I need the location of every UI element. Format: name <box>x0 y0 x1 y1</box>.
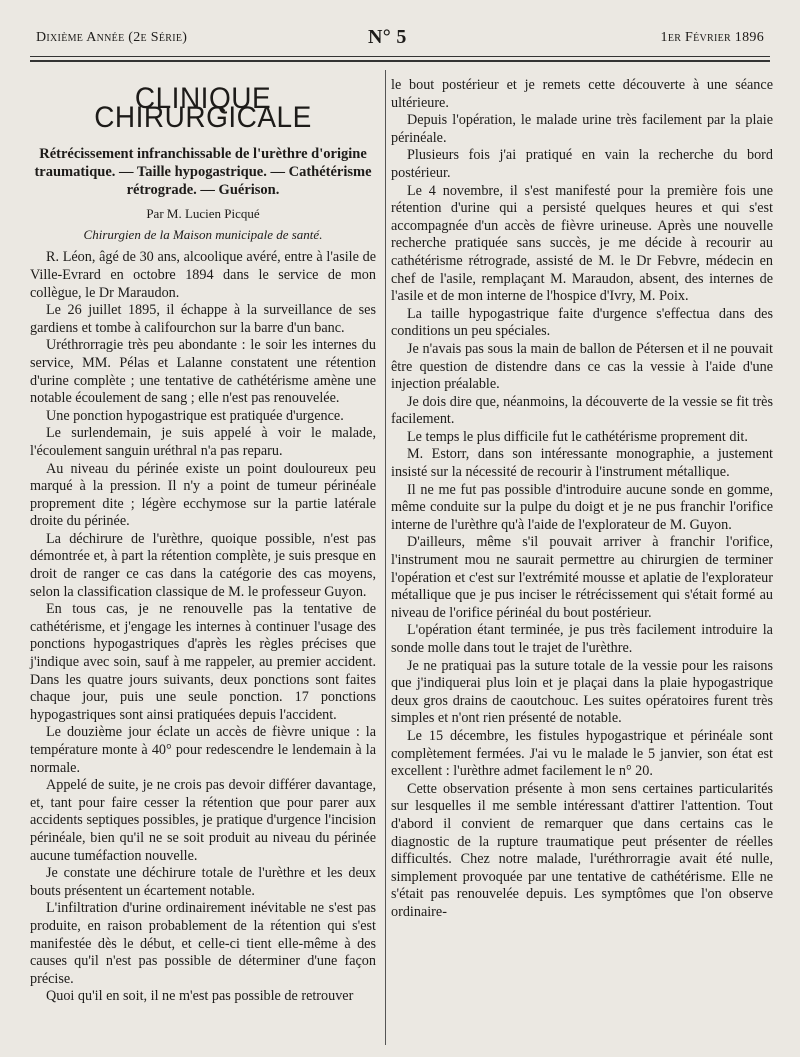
paragraph: Je ne pratiquai pas la suture totale de la vessie pour les raisons que j'indiquerai plus loin et je plaçai dans la plaie hypogastrique deux gros drains de caoutchouc. Les suites opératoires furent très simples et n'ont rien présenté de notable. <box>391 657 773 727</box>
paragraph: R. Léon, âgé de 30 ans, alcoolique avéré, entre à l'asile de Ville-Evrard en octobre 1894 dans le service de mon collègue, le Dr Maraudon. <box>30 249 376 301</box>
article-author: Par M. Lucien Picqué <box>146 206 260 222</box>
header-issue-number: N° 5 <box>368 26 407 48</box>
paragraph: M. Estorr, dans son intéressante monographie, a justement insisté sur la nécessité de recourir à l'instrument métallique. <box>391 446 773 481</box>
header-rule-thin <box>30 56 770 57</box>
right-column <box>391 77 773 922</box>
running-header <box>30 26 770 50</box>
paragraph: Il ne me fut pas possible d'introduire aucune sonde en gomme, même conduite sur la pulpe du doigt et je ne pus franchir l'orifice interne de l'urèthre qu'à l'aide de l'explorateur de M. Guyon. <box>391 481 773 533</box>
author-affiliation: Chirurgien de la Maison municipale de santé. <box>83 226 323 242</box>
paragraph: Le 26 juillet 1895, il échappe à la surveillance de ses gardiens et tombe à califourchon sur la barre d'un banc. <box>30 302 376 336</box>
paragraph: Le surlendemain, je suis appelé à voir le malade, l'écoulement sanguin uréthral n'a pas reparu. <box>30 425 376 459</box>
paragraph: D'ailleurs, même s'il pouvait arriver à franchir l'orifice, l'instrument mou ne saurait permettre au chirurgien de terminer l'opération et c'est sur l'extrémité mousse et aplatie de l'explorateur métallique que je pus inciser le rétrécissement qui s'était formé au niveau de l'orifice périnéal du bout postérieur. <box>391 534 773 621</box>
paragraph-continuation: le bout postérieur et je remets cette découverte à une séance ultérieure. <box>391 77 773 111</box>
paragraph: En tous cas, je ne renouvelle pas la tentative de cathétérisme, et j'engage les internes à continuer l'usage des ponctions hypogastriques d'après les règles précises que j'indique avec soin, sauf à me rappeler, au premier accident. Dans les quatre jours suivants, deux ponctions sont faites chaque jour, puis une seule ponction. 17 ponctions hypogastriques sont ainsi pratiquées depuis l'accident. <box>30 601 376 723</box>
paragraph: Depuis l'opération, le malade urine très facilement par la plaie périnéale. <box>391 112 773 146</box>
header-volume: Dixième Année (2e Série) <box>36 30 188 45</box>
paragraph: L'infiltration d'urine ordinairement inévitable ne s'est pas produite, en raison probablement de la rétention qui s'est manifestée dès le début, et celle-ci tient elle-même à des causes qu'il n'est pas possible de déterminer d'une façon précise. <box>30 900 376 987</box>
paragraph: Quoi qu'il en soit, il ne m'est pas possible de retrouver <box>46 988 354 1005</box>
paragraph: Appelé de suite, je ne crois pas devoir différer davantage, et, tant pour faire cesser la rétention que pour parer aux accidents septiques possibles, je pratique d'urgence l'incision périnéale, bien qu'il ne se soit produit au niveau du périnée aucune tuméfaction nouvelle. <box>30 777 376 864</box>
header-rule-thick <box>30 60 770 62</box>
left-column <box>30 78 376 1006</box>
paragraph: Le 15 décembre, les fistules hypogastrique et périnéale sont complètement fermées. J'ai vu le malade le 5 janvier, son état est excellent : l'urèthre admet facilement le n° 20. <box>391 727 773 780</box>
paragraph: Plusieurs fois j'ai pratiqué en vain la recherche du bord postérieur. <box>391 147 773 181</box>
paragraph: La taille hypogastrique faite d'urgence s'effectua dans des conditions un peu spéciales. <box>391 305 773 340</box>
paragraph: Je n'avais pas sous la main de ballon de Pétersen et il ne pouvait être question de distendre dans ce cas la vessie à l'aide d'une injection préalable. <box>391 340 773 393</box>
paragraph: Uréthrorragie très peu abondante : le soir les internes du service, MM. Pélas et Lalanne constatent une rétention d'urine complète ; une tentative de cathétérisme amène une notable écoulement de sang ; elle n'est pas renouvelée. <box>30 337 376 407</box>
paragraph: Le 4 novembre, il s'est manifesté pour la première fois une rétention d'urine qui a persisté quelques heures et qui s'est accompagnée d'un accès de fièvre urineuse. Après une nouvelle recherche pratiquée sans succès, je me décide à recourir au cathétérisme rétrograde, assisté de M. le Dr Febvre, médecin en chef de l'asile, remplaçant M. Maraudon, absent, des internes de l'asile et de mon interne de l'hospice d'Ivry, M. Poix. <box>391 182 773 305</box>
paragraph: Je constate une déchirure totale de l'urèthre et les deux bouts présentent un écartement notable. <box>30 865 376 899</box>
section-title: CLINIQUE CHIRURGICALE <box>94 81 312 133</box>
article-subtitle: Rétrécissement infranchissable de l'urèthre d'origine traumatique. — Taille hypogastrique. — Cathétérisme rétrograde. — Guérison. <box>34 146 372 199</box>
paragraph: L'opération étant terminée, je pus très facilement introduire la sonde molle dans tout le trajet de l'urèthre. <box>391 622 773 656</box>
header-date: 1er Février 1896 <box>660 30 764 45</box>
paragraph: Le douzième jour éclate un accès de fièvre unique : la température monte à 40° pour redescendre le lendemain à la normale. <box>30 724 376 776</box>
paragraph: Le temps le plus difficile fut le cathétérisme proprement dit. <box>407 428 748 445</box>
column-divider <box>385 70 386 1045</box>
paragraph: Au niveau du périnée existe un point douloureux peu marqué à la pression. Il n'y a point de tumeur périnéale proprement dite ; légère ecchymose sur la partie latérale droite du périnée. <box>30 460 376 530</box>
paragraph: Je dois dire que, néanmoins, la découverte de la vessie se fit très facilement. <box>391 393 773 428</box>
paragraph: La déchirure de l'urèthre, quoique possible, n'est pas démontrée et, à part la rétention complète, je suis presque en droit de ranger ce cas dans la catégorie des cas moyens, selon la classification classique de M. le professeur Guyon. <box>30 530 376 600</box>
paragraph: Cette observation présente à mon sens certaines particularités sur lesquelles il me semble intéressant d'attirer l'attention. Tout d'abord il convient de remarquer que dans certains cas le diagnostic de la rupture traumatique peut présenter de réelles difficultés. Chez notre malade, l'uréthrorragie avait été nulle, simplement provoquée par une tentative de cathétérisme. Elle ne s'était pas renouvelée depuis. Les symptômes que l'on observe ordinaire- <box>391 780 773 920</box>
paragraph: Une ponction hypogastrique est pratiquée d'urgence. <box>46 407 344 424</box>
